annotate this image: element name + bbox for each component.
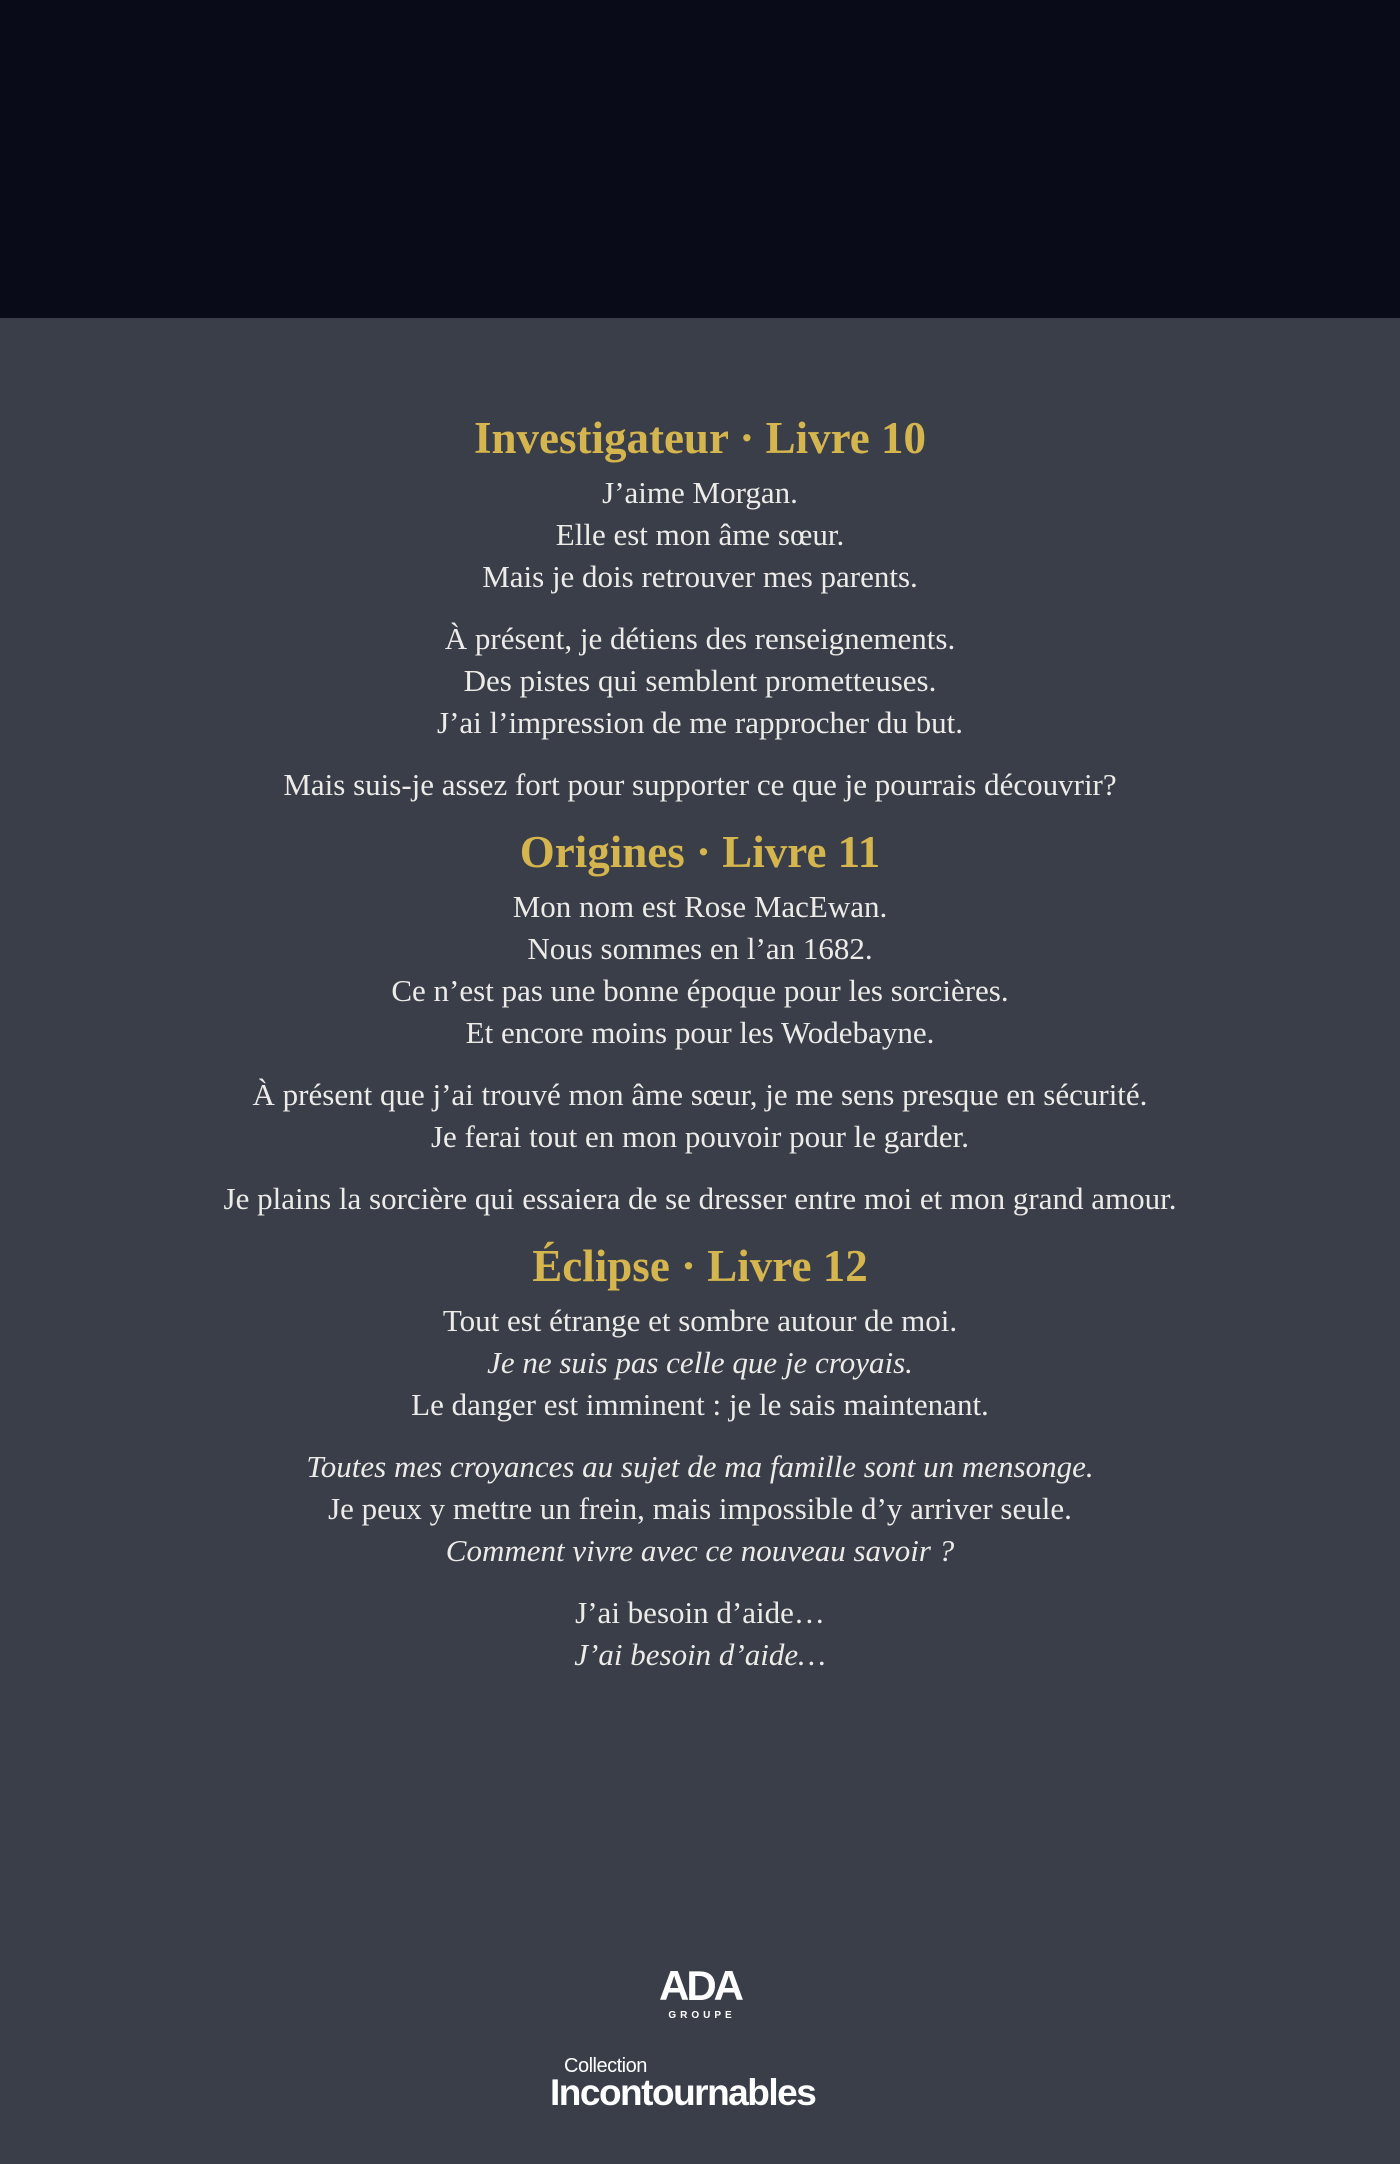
text-line: Mais suis-je assez fort pour supporter ce que je pourrais découvrir? [283, 767, 1117, 802]
collection-label: Collection [564, 2055, 647, 2077]
text-line: J’ai l’impression de me rapprocher du but. [437, 705, 963, 740]
text-line-italic: J’ai besoin d’aide… [574, 1637, 826, 1672]
text-line: Et encore moins pour les Wodebayne. [465, 1015, 935, 1050]
book-section [0, 410, 1400, 806]
publisher-logo [650, 1960, 750, 2026]
text-line-italic: Je ne suis pas celle que je croyais. [487, 1345, 913, 1380]
text-line: Le danger est imminent : je le sais maintenant. [411, 1387, 989, 1422]
paragraph [0, 1300, 1400, 1426]
text-line: Nous sommes en l’an 1682. [527, 931, 873, 966]
book-title: Éclipse · Livre 12 [532, 1241, 868, 1291]
paragraph [0, 1592, 1400, 1676]
text-line: Mais je dois retrouver mes parents. [482, 559, 918, 594]
book-section [0, 824, 1400, 1220]
paragraph [0, 886, 1400, 1054]
paragraph [0, 1446, 1400, 1572]
top-dark-band [0, 0, 1400, 318]
text-line: Je ferai tout en mon pouvoir pour le garder. [430, 1119, 970, 1154]
paragraph [0, 618, 1400, 744]
text-line: J’aime Morgan. [602, 475, 798, 510]
text-line: Je peux y mettre un frein, mais impossible d’y arriver seule. [328, 1491, 1072, 1526]
text-line: Elle est mon âme sœur. [555, 517, 845, 552]
text-line: Tout est étrange et sombre autour de moi. [442, 1303, 958, 1338]
paragraph [0, 1178, 1400, 1220]
book-title: Investigateur · Livre 10 [473, 413, 927, 463]
collection-logo [550, 2055, 850, 2115]
paragraph [0, 472, 1400, 598]
text-line: Des pistes qui semblent prometteuses. [463, 663, 937, 698]
text-line: Je plains la sorcière qui essaiera de se dresser entre moi et mon grand amour. [223, 1181, 1177, 1216]
book-title: Origines · Livre 11 [519, 827, 881, 877]
text-line-italic: Toutes mes croyances au sujet de ma famille sont un mensonge. [306, 1449, 1094, 1484]
text-line: J’ai besoin d’aide… [575, 1595, 825, 1630]
book-section [0, 1238, 1400, 1676]
publisher-sub: GROUPE [668, 2010, 736, 2021]
back-cover-text [0, 318, 1400, 1676]
paragraph [0, 1074, 1400, 1158]
paragraph [0, 764, 1400, 806]
text-line: Mon nom est Rose MacEwan. [512, 889, 888, 924]
text-line: Ce n’est pas une bonne époque pour les sorcières. [391, 973, 1009, 1008]
publisher-name: ADA [659, 1962, 741, 2009]
text-line: À présent que j’ai trouvé mon âme sœur, je me sens presque en sécurité. [252, 1077, 1148, 1112]
ada-logo-icon [650, 1960, 750, 2026]
collection-name: Incontournables [550, 2072, 816, 2113]
text-line-italic: Comment vivre avec ce nouveau savoir ? [445, 1533, 955, 1568]
text-line: À présent, je détiens des renseignements. [444, 621, 956, 656]
